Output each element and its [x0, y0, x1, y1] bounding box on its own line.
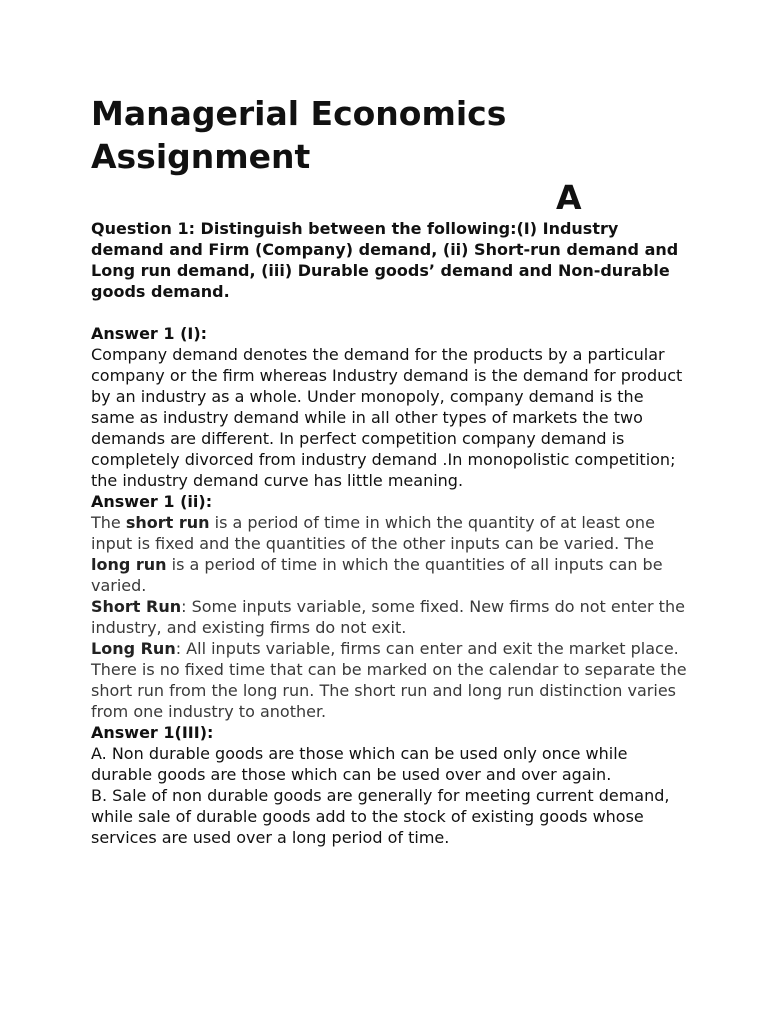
answer-2-p1-c: is a period of time in which the quantity of at least one input is fixed and the quantities of the other inputs can be varied. The [91, 513, 655, 553]
answer-3-heading: Answer 1(III): [91, 723, 214, 742]
document-body [91, 218, 691, 848]
answer-2-heading: Answer 1 (ii): [91, 492, 213, 511]
answer-2-paragraph-1 [91, 512, 691, 596]
short-run-label: Short Run [91, 597, 182, 616]
title-line-2: Assignment [91, 137, 311, 176]
long-run-text: : All inputs variable, firms can enter and exit the market place. There is no fixed time that can be marked on the calendar to separate the short run from the long run. The short run and long run distinction varies from one industry to another. [91, 639, 687, 721]
short-run-text: : Some inputs variable, some fixed. New firms do not enter the industry, and existing firms do not exit. [91, 597, 685, 637]
grade-mark: A [556, 178, 582, 217]
answer-3-point-a: A. Non durable goods are those which can be used only once while durable goods are those which can be used over and over again. [91, 744, 628, 784]
title-line-1: Managerial Economics [91, 94, 507, 133]
answer-1-heading: Answer 1 (I): [91, 324, 208, 343]
answer-2-paragraph-2 [91, 596, 691, 638]
document-title [91, 92, 506, 178]
question-text: Question 1: Distinguish between the following:(I) Industry demand and Firm (Company) demand, (ii) Short-run demand and Long run demand, (iii) Durable goods’ demand and Non-durable goods demand. [91, 219, 679, 301]
long-run-label: Long Run [91, 639, 176, 658]
answer-2-p1-e: is a period of time in which the quantities of all inputs can be varied. [91, 555, 663, 595]
answer-2-term-long-run: long run [91, 555, 167, 574]
answer-3-point-b: B. Sale of non durable goods are generally for meeting current demand, while sale of durable goods add to the stock of existing goods whose services are used over a long period of time. [91, 786, 670, 847]
answer-1-text: Company demand denotes the demand for the products by a particular company or the firm whereas Industry demand is the demand for product by an industry as a whole. Under monopoly, company demand is the same as industry demand while in all other types of markets the two demands are different. In perfect competition company demand is completely divorced from industry demand .In monopolistic competition; the industry demand curve has little meaning. [91, 345, 683, 490]
answer-2-term-short-run: short run [125, 513, 210, 532]
answer-2-paragraph-3 [91, 638, 691, 722]
answer-2-p1-a: The [91, 513, 126, 532]
